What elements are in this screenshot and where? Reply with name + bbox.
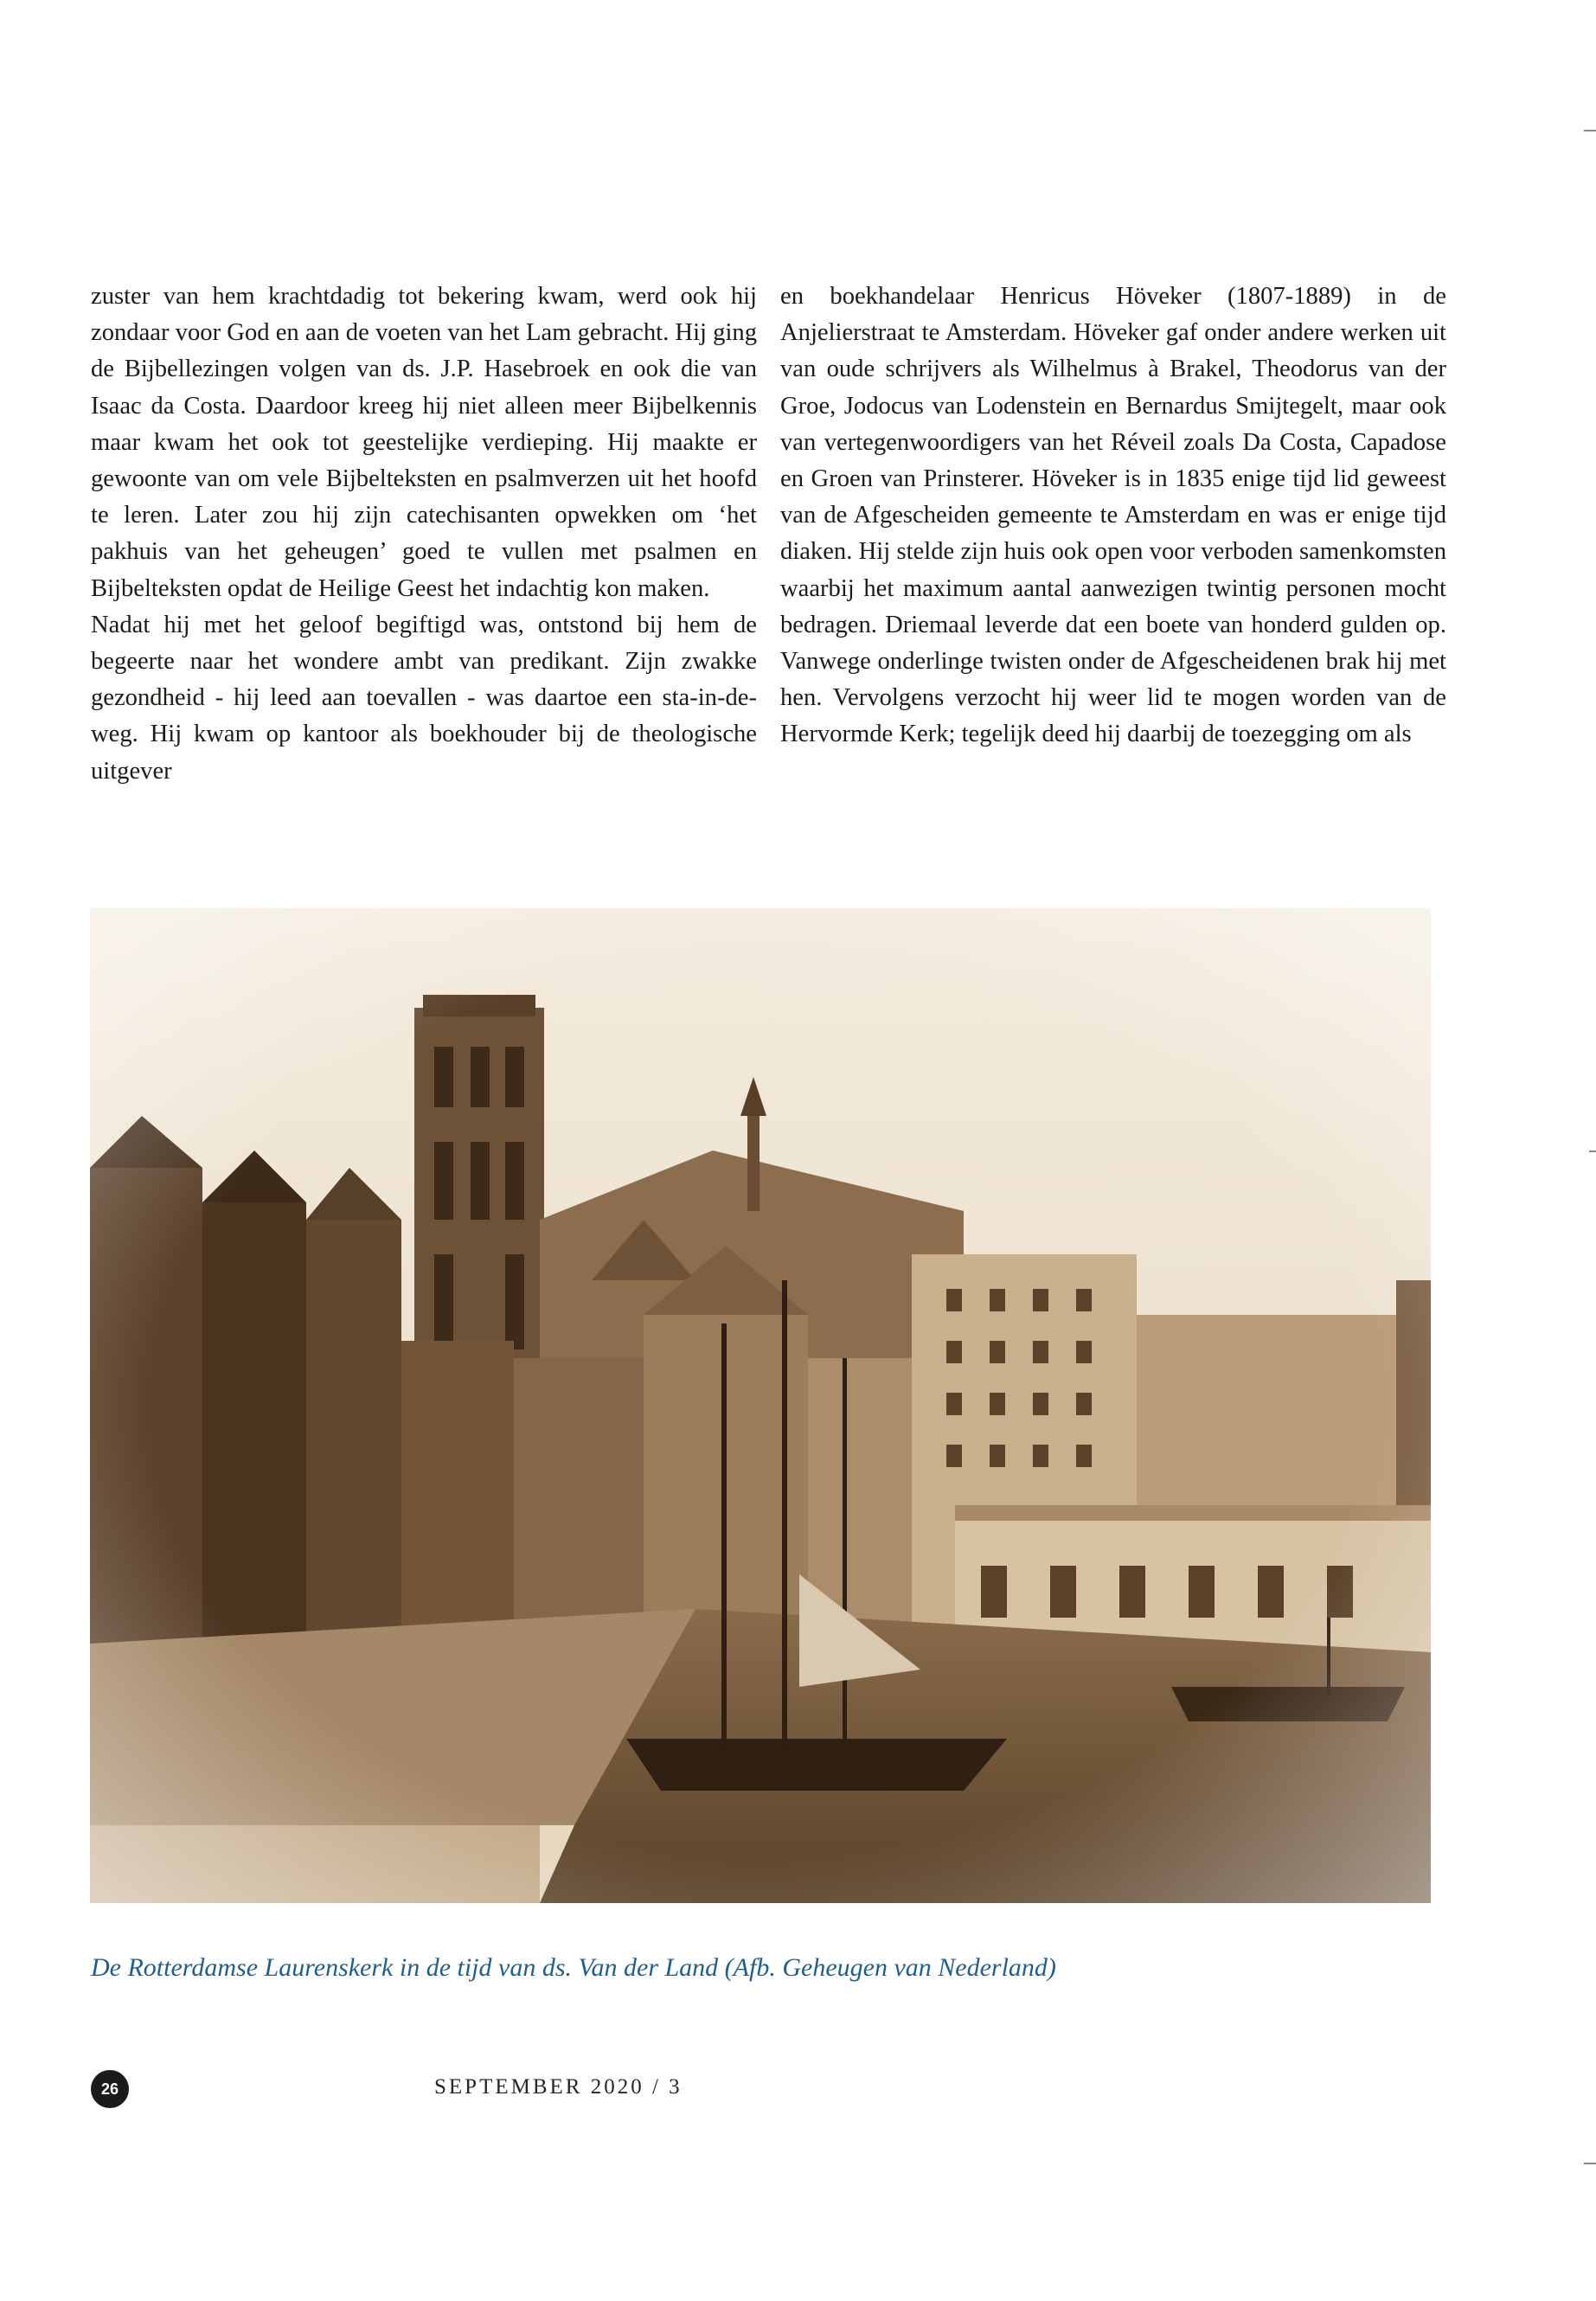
crop-mark	[1589, 1150, 1596, 1152]
paragraph: zuster van hem krachtdadig tot bekering kwam, werd ook hij zondaar voor God en aan de voeten van het Lam gebracht. Hij ging de Bijbellezingen volgen van ds. J.P. Hasebroek en ook die van Isaac da Costa. Daardoor kreeg hij niet alleen meer Bijbelkennis maar kwam het ook tot geestelijke verdieping. Hij maakte er gewoonte van om vele Bijbelteksten en psalmverzen uit het hoofd te leren. Later zou hij zijn catechisanten opwekken om ‘het pakhuis van het geheugen’ goed te vullen met psalmen en Bijbelteksten opdat de Heilige Geest het indachtig kon maken.	[91, 283, 757, 602]
issue-label: SEPTEMBER 2020 / 3	[434, 2075, 683, 2099]
right-text-column	[780, 279, 1446, 753]
crop-mark	[1584, 2163, 1596, 2164]
paragraph: en boekhandelaar Henricus Höveker (1807-1889) in de Anjelierstraat te Amsterdam. Höveker gaf onder andere werken uit van oude schrijvers als Wilhelmus à Brakel, Theodorus van der Groe, Jodocus van Lodenstein en Bernardus Smijtegelt, maar ook van vertegenwoordigers van het Réveil zoals Da Costa, Capadose en Groen van Prinsterer. Höveker is in 1835 enige tijd lid geweest van de Afgescheiden gemeente te Amsterdam en was er enige tijd diaken. Hij stelde zijn huis ook open voor verboden samenkomsten waarbij het maximum aantal aanwezigen twintig personen mocht bedragen. Driemaal leverde dat een boete van honderd gulden op. Vanwege onderlinge twisten onder de Afgescheidenen brak hij met hen. Vervolgens verzocht hij weer lid te mogen worden van de Hervormde Kerk; tegelijk deed hij daarbij de toezegging om als	[780, 283, 1446, 748]
paragraph: Nadat hij met het geloof begiftigd was, ontstond bij hem de begeerte naar het wondere ambt van predikant. Zijn zwakke gezondheid - hij leed aan toevallen - was daartoe een sta-in-de-weg. Hij kwam op kantoor als boekhouder bij de theologische uitgever	[91, 611, 757, 785]
left-text-column	[91, 279, 757, 790]
crop-mark	[1584, 130, 1596, 131]
photo-caption: De Rotterdamse Laurenskerk in de tijd van ds. Van der Land (Afb. Geheugen van Nederland)	[91, 1953, 1056, 1982]
historic-photo-laurenskerk	[90, 908, 1431, 1903]
page-number-badge: 26	[91, 2070, 129, 2108]
